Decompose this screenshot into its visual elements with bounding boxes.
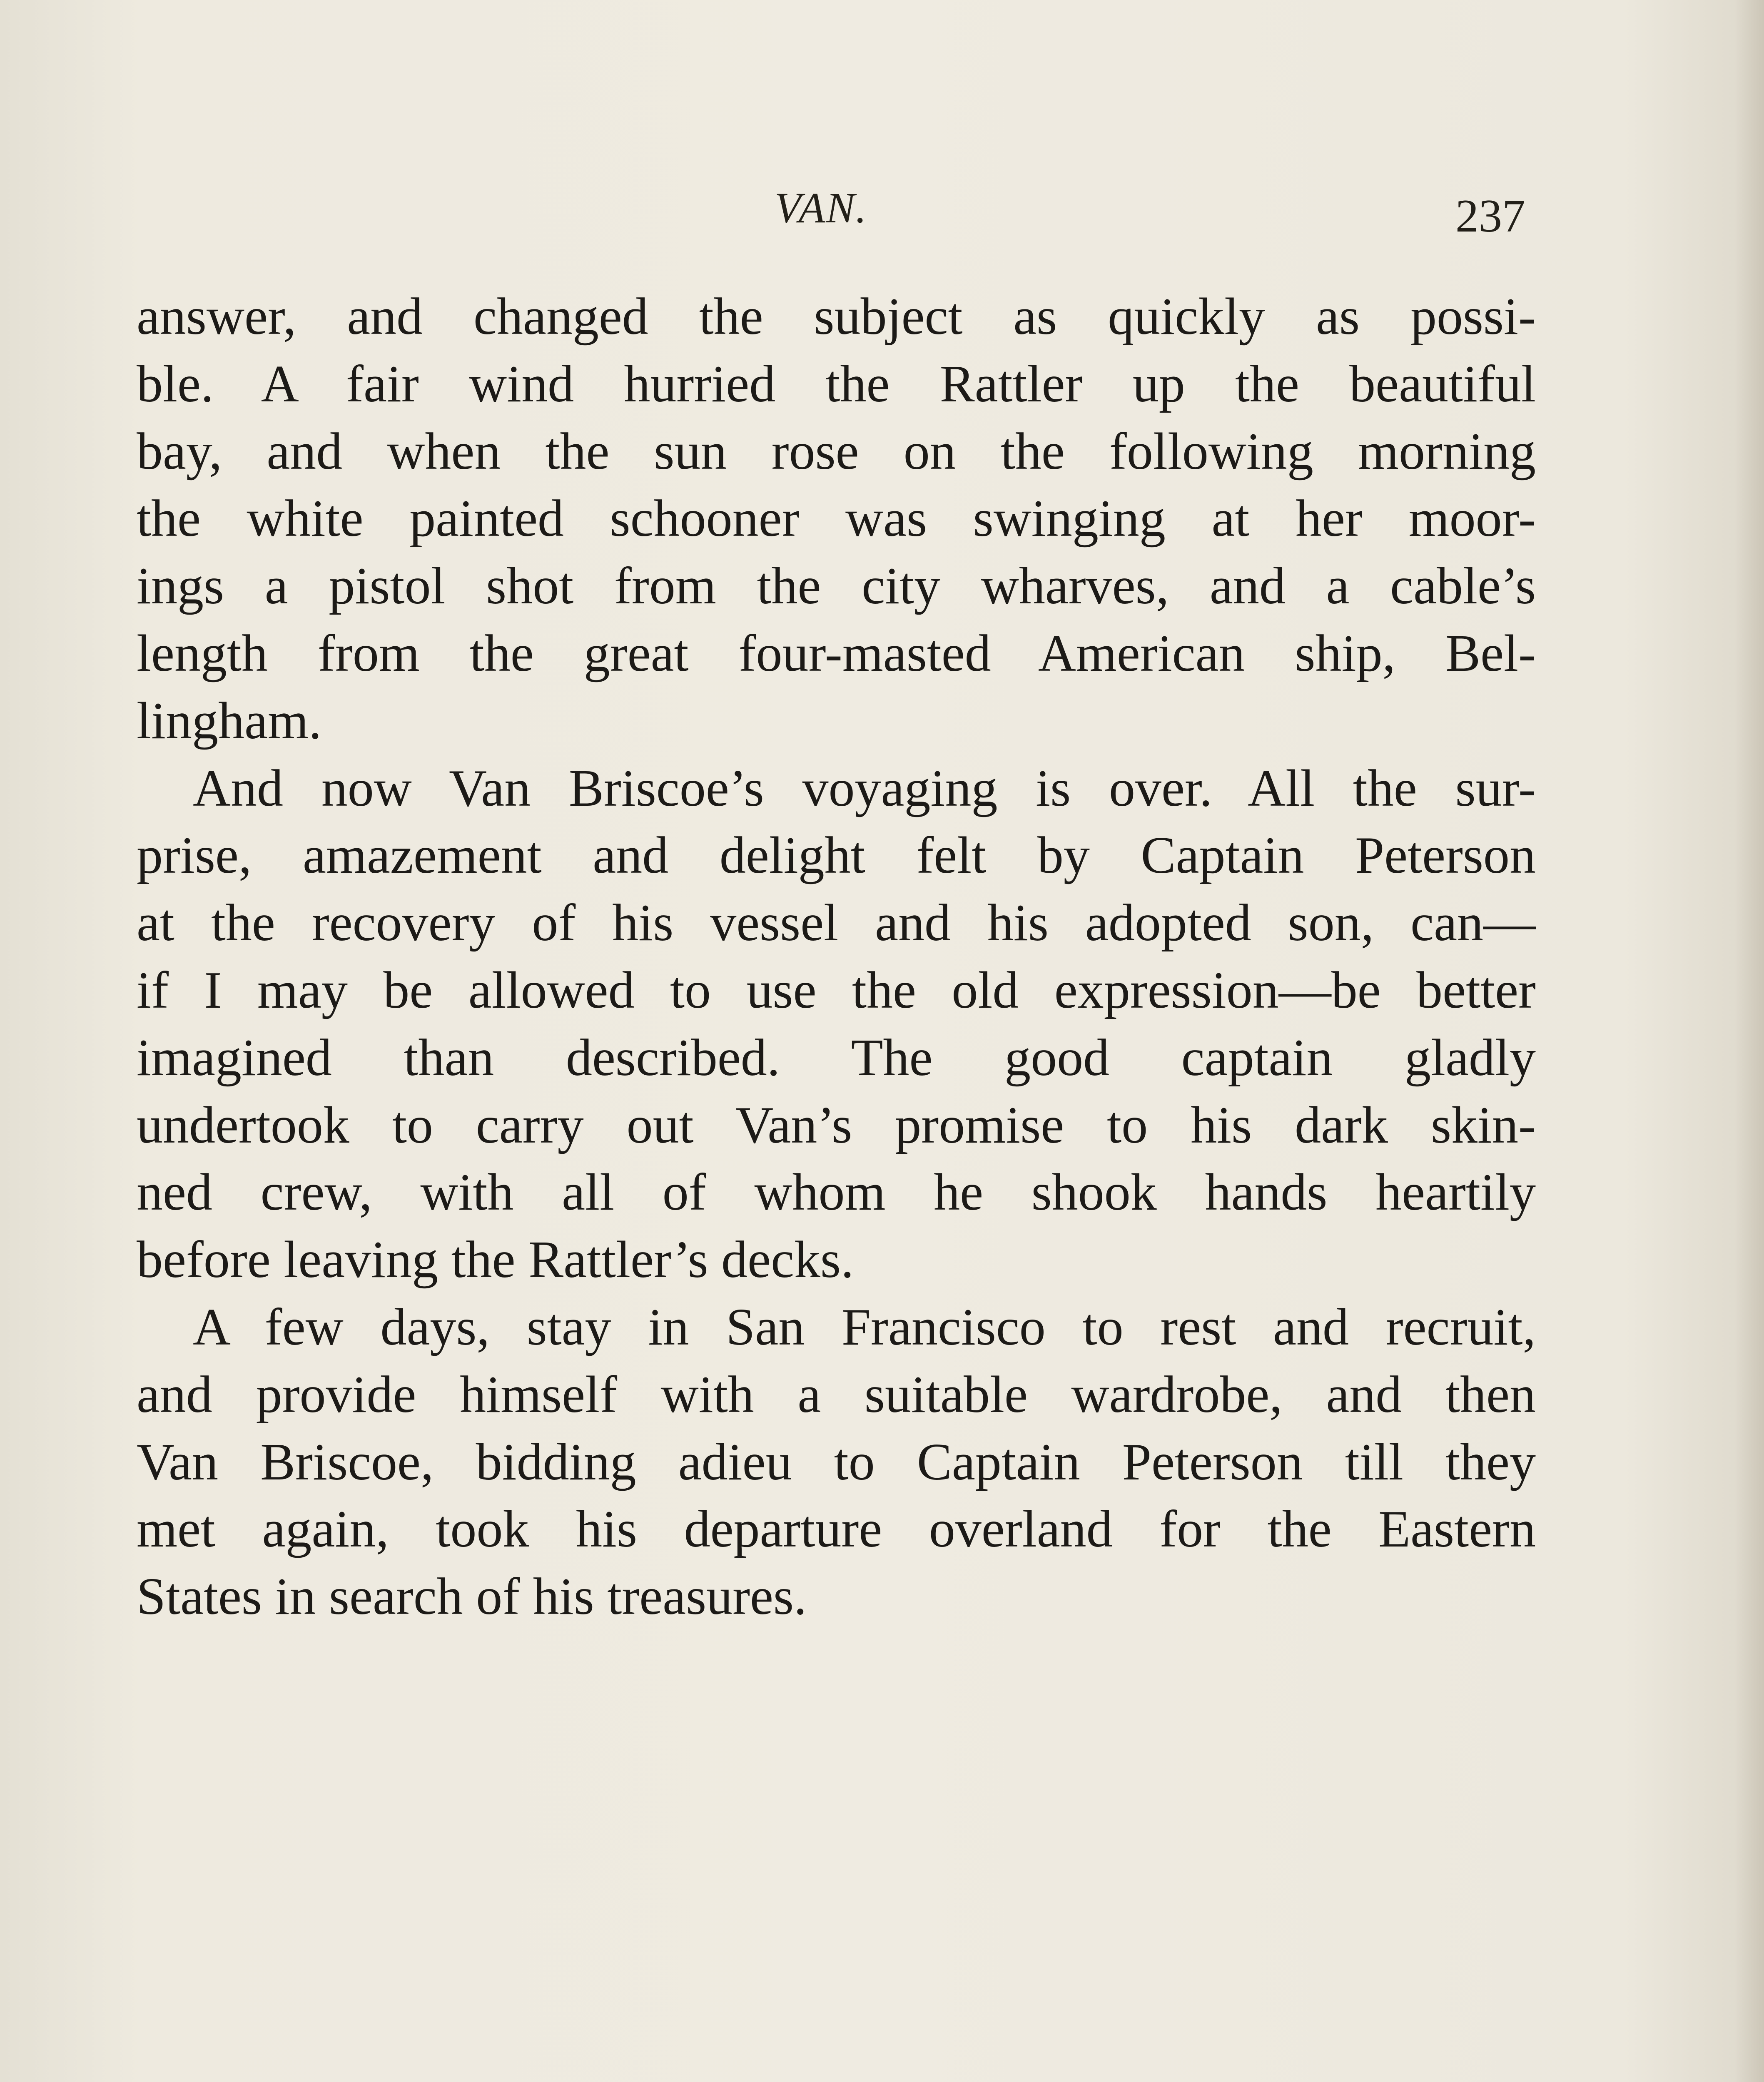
text-line: answer, and changed the subject as quickly as possi- [137,288,1536,346]
text-line: ings a pistol shot from the city wharves, and a cable’s [137,557,1536,615]
running-head: VAN. [775,184,867,232]
text-line: States in search of his treasures. [137,1568,807,1626]
text-line: bay, and when the sun rose on the following morning [137,422,1536,481]
text-line: length from the great four-masted American ship, Bel- [137,624,1536,682]
paragraph-1 [137,283,1536,755]
text-line: at the recovery of his vessel and his adopted son, can— [137,894,1536,952]
text-line: ned crew, with all of whom he shook hands heartily [137,1163,1536,1222]
text-line: prise, amazement and delight felt by Captain Peterson [137,827,1536,885]
paragraph-3 [137,1294,1536,1631]
text-line: And now Van Briscoe’s voyaging is over. All the sur- [193,759,1536,817]
text-line: met again, took his departure overland for the Eastern [137,1500,1536,1559]
text-line: the white painted schooner was swinging at her moor- [137,490,1536,548]
text-line: imagined than described. The good captain gladly [137,1029,1536,1087]
text-line: and provide himself with a suitable wardrobe, and then [137,1365,1536,1424]
page-edge-shadow [1735,0,1764,2082]
text-line: Van Briscoe, bidding adieu to Captain Peterson till they [137,1433,1536,1491]
text-line: A few days, stay in San Francisco to rest and recruit, [193,1298,1536,1356]
text-line: undertook to carry out Van’s promise to his dark skin- [137,1096,1536,1154]
text-line: lingham. [137,692,322,750]
text-line: if I may be allowed to use the old expression—be better [137,961,1536,1019]
page-number: 237 [1455,190,1525,242]
paragraph-2 [137,755,1536,1294]
body-text [137,283,1536,1631]
text-line: ble. A fair wind hurried the Rattler up the beautiful [137,355,1536,413]
text-line: before leaving the Rattler’s decks. [137,1231,854,1289]
